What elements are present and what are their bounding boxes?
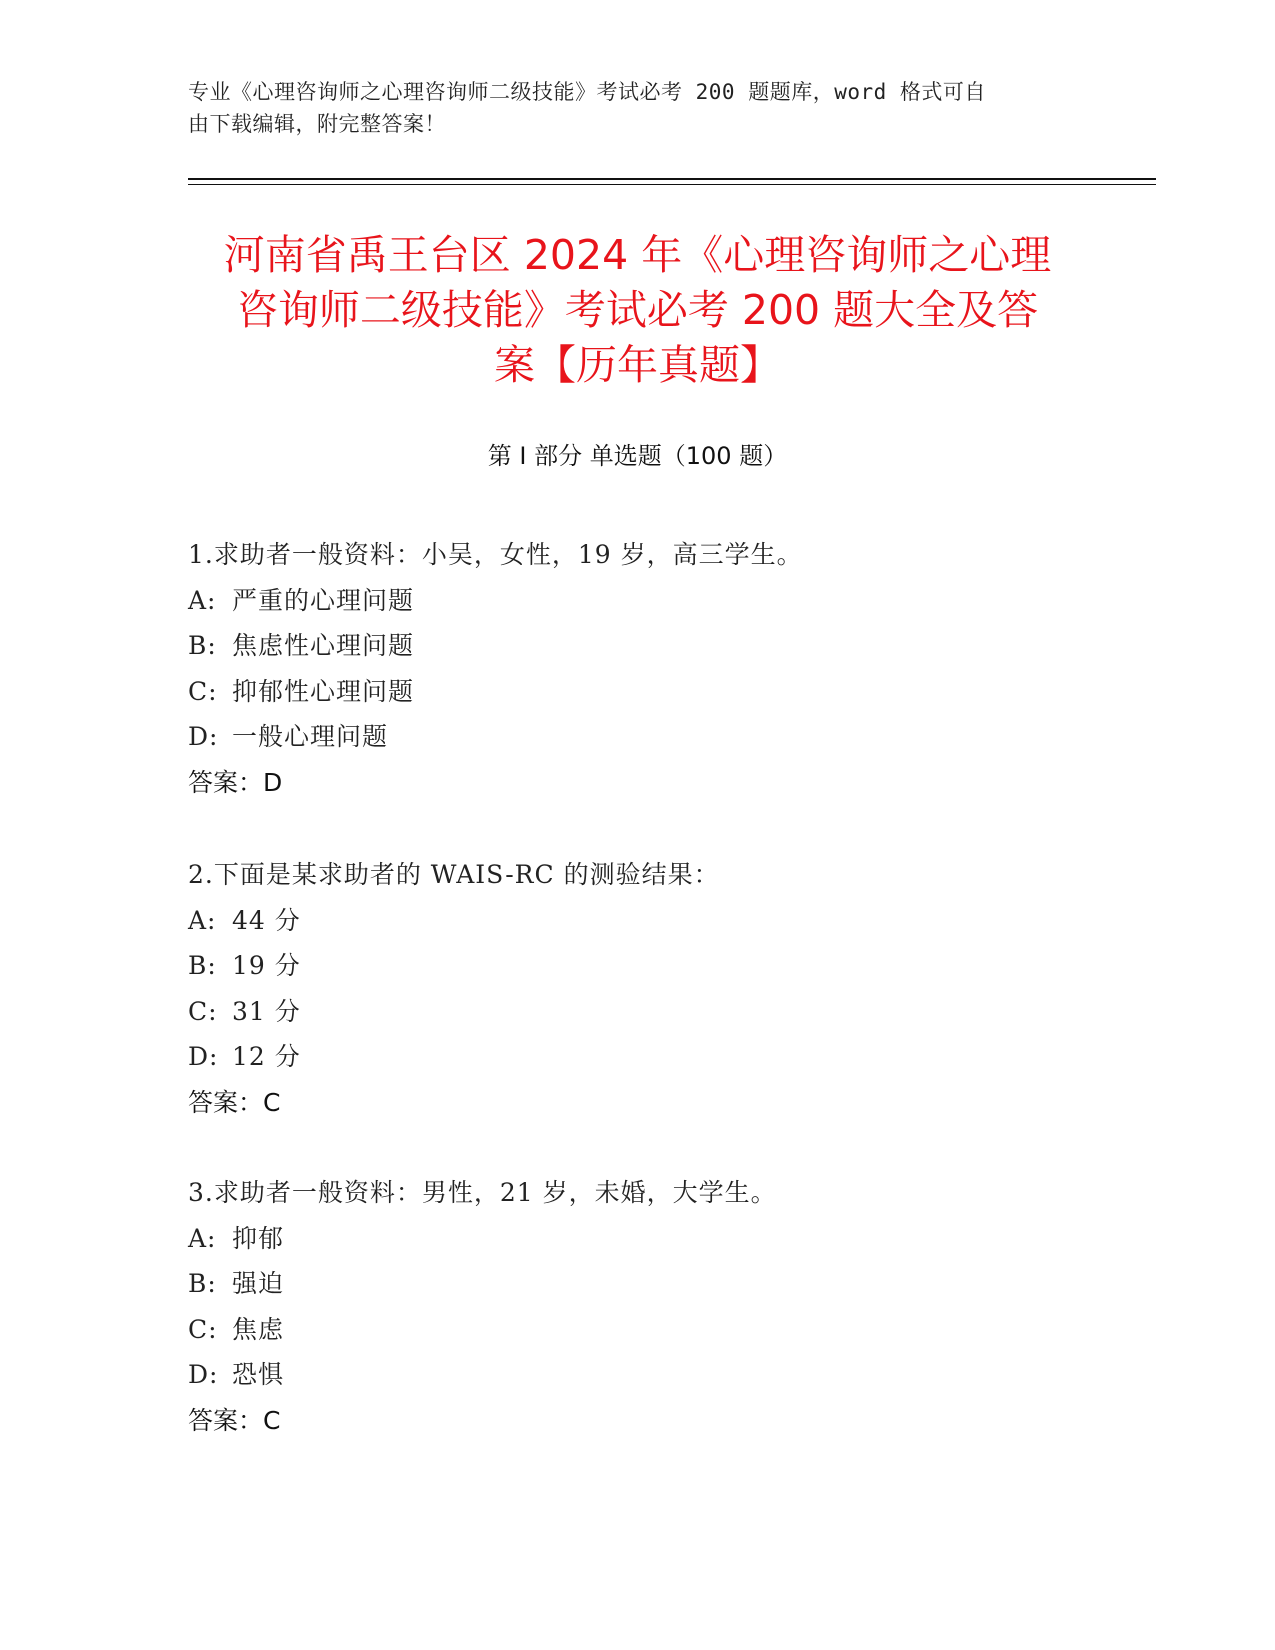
- option-label: B:: [188, 631, 217, 660]
- option-text: 恐惧: [232, 1360, 285, 1389]
- option-text: 12 分: [232, 1042, 301, 1071]
- option-text: 焦虑: [232, 1314, 285, 1344]
- option-c: [188, 669, 1138, 715]
- option-label: A:: [188, 585, 217, 615]
- option-text: 严重的心理问题: [232, 585, 415, 615]
- option-a: [188, 1216, 1138, 1262]
- answer: 答案：D: [188, 767, 283, 797]
- question-2: [188, 852, 1138, 1125]
- document-title-line-1: 河南省禹王台区 2024 年《心理咨询师之心理: [223, 231, 1052, 279]
- option-text: 抑郁性心理问题: [232, 676, 415, 706]
- option-d: [188, 714, 1138, 760]
- option-label: C:: [188, 996, 218, 1026]
- option-text: 19 分: [232, 951, 301, 980]
- option-c: [188, 989, 1138, 1035]
- question-stem: 2.下面是某求助者的 WAIS-RC 的测验结果：: [188, 860, 720, 889]
- option-text: 31 分: [232, 996, 301, 1026]
- option-label: D:: [188, 1360, 219, 1389]
- option-label: B:: [188, 951, 217, 980]
- option-label: A:: [188, 905, 217, 935]
- answer: 答案：C: [188, 1405, 281, 1435]
- question-stem: 1.求助者一般资料：小吴，女性，19 岁，高三学生。: [188, 540, 803, 569]
- option-text: 焦虑性心理问题: [232, 631, 415, 660]
- answer: 答案：C: [188, 1087, 281, 1117]
- header-note-line-1: 专业《心理咨询师之心理咨询师二级技能》考试必考 200 题题库，word 格式可自: [188, 80, 986, 104]
- option-label: C:: [188, 1314, 218, 1344]
- question-stem: 3.求助者一般资料：男性，21 岁，未婚，大学生。: [188, 1178, 777, 1207]
- option-b: [188, 623, 1138, 669]
- header-note-line-2: 由下载编辑，附完整答案！: [188, 112, 446, 136]
- option-c: [188, 1307, 1138, 1353]
- option-text: 抑郁: [232, 1223, 285, 1253]
- option-label: C:: [188, 676, 218, 706]
- option-a: [188, 898, 1138, 944]
- section-heading: 第 I 部分 单选题（100 题）: [487, 442, 788, 470]
- question-1: [188, 532, 1138, 805]
- option-text: 44 分: [232, 905, 301, 935]
- option-text: 强迫: [232, 1269, 285, 1298]
- option-b: [188, 1261, 1138, 1307]
- option-b: [188, 943, 1138, 989]
- document-title: [170, 228, 1105, 393]
- header-divider-thin: [188, 184, 1156, 185]
- option-label: A:: [188, 1223, 217, 1253]
- option-label: D:: [188, 1042, 219, 1071]
- document-title-line-2: 咨询师二级技能》考试必考 200 题大全及答: [236, 286, 1039, 334]
- option-text: 一般心理问题: [232, 722, 389, 751]
- option-a: [188, 578, 1138, 624]
- header-divider-thick: [188, 178, 1156, 180]
- option-d: [188, 1034, 1138, 1080]
- option-d: [188, 1352, 1138, 1398]
- question-3: [188, 1170, 1138, 1443]
- option-label: D:: [188, 722, 219, 751]
- header-note: [188, 76, 1068, 140]
- document-title-line-3: 案【历年真题】: [494, 341, 781, 389]
- option-label: B:: [188, 1269, 217, 1298]
